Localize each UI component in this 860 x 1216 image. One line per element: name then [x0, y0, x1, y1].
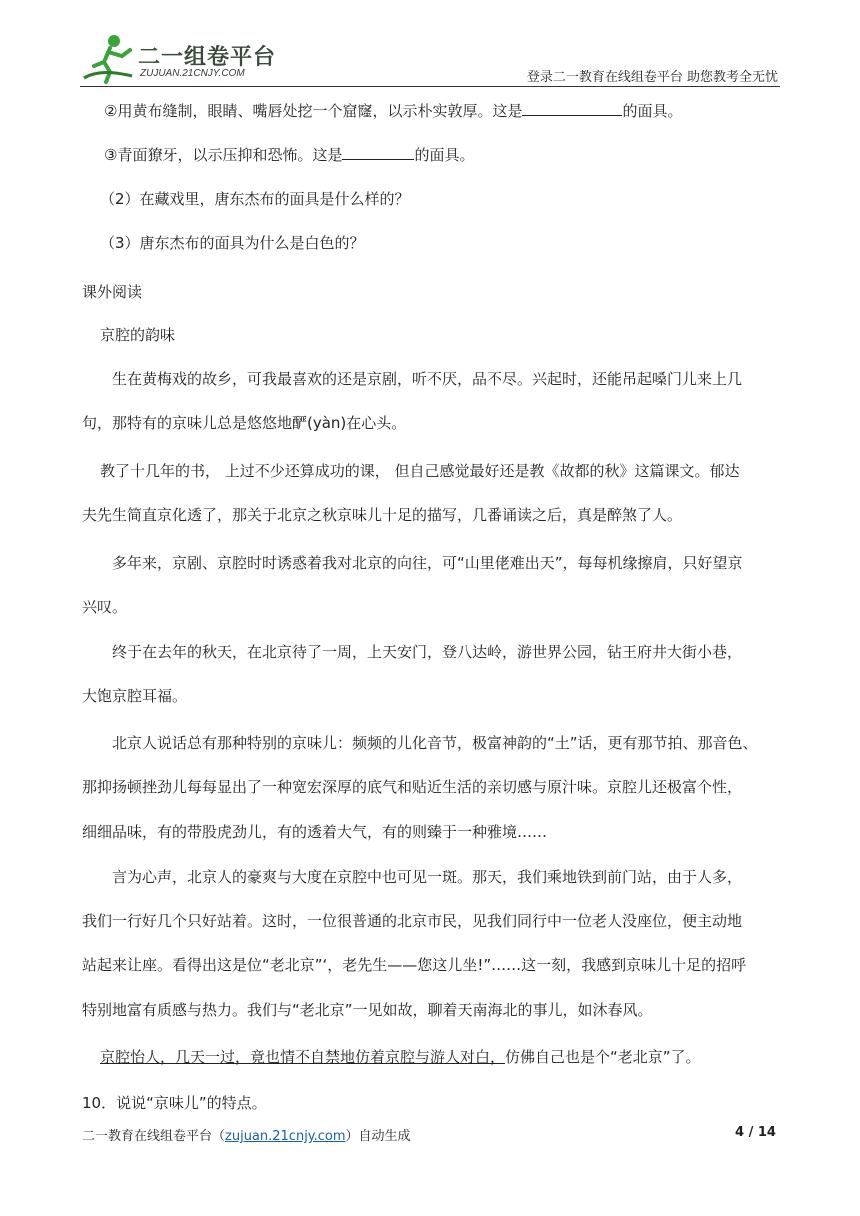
sentence-rest: 仿佛自己也是个“老北京”了。 [505, 1048, 701, 1066]
question-2: （2）在藏戏里，唐东杰布的面具是什么样的？ [100, 190, 410, 208]
footer-source [82, 1125, 411, 1144]
footer-link[interactable]: zujuan.21cnjy.com [225, 1129, 346, 1144]
header-slogan: 登录二一教育在线组卷平台 助您教考全无忧 [526, 70, 778, 85]
paragraph-line: 句，那特有的京味儿总是悠悠地酽(yàn)在心头。 [82, 414, 407, 432]
paragraph-line: 兴叹。 [82, 598, 128, 616]
question-text: 的面具。 [622, 102, 683, 120]
page-header [80, 32, 780, 88]
paragraph-line: 我们一行好几个只好站着。这时，一位很普通的北京市民，见我们同行中一位老人没座位，便主动地 [82, 912, 743, 930]
logo-title: 二一组卷平台 [138, 45, 277, 70]
question-mask-2 [104, 101, 682, 121]
paragraph-line: 终于在去年的秋天，在北京待了一周，上天安门，登八达岭，游世界公园，钻王府井大街小巷， [112, 643, 743, 661]
header-divider [80, 86, 780, 87]
question-text: ②用黄布缝制，眼睛、嘴唇处挖一个窟窿，以示朴实敦厚。这是 [104, 102, 523, 120]
section-heading: 课外阅读 [82, 283, 143, 301]
paragraph-line: 细细品味，有的带股虎劲儿，有的透着大气，有的则臻于一种雅境…… [82, 823, 548, 841]
paragraph-line: 特别地富有质感与热力。我们与“老北京”一见如故，聊着天南海北的事儿，如沐春风。 [82, 1001, 653, 1019]
question-text: ③青面獠牙，以示压抑和恐怖。这是 [104, 146, 343, 164]
underlined-sentence: 京腔怡人，几天一过，竟也情不自禁地仿着京腔与游人对白， [100, 1048, 506, 1066]
article-title: 京腔的韵味 [100, 326, 176, 344]
question-3: （3）唐东杰布的面具为什么是白色的？ [100, 234, 365, 252]
paragraph-line [100, 1047, 701, 1067]
question-mask-3 [104, 145, 474, 165]
answer-blank[interactable] [342, 145, 414, 160]
page-number: 4 / 14 [735, 1125, 776, 1140]
runner-logo-icon [80, 32, 136, 84]
paragraph-line: 教了十几年的书， 上过不少还算成功的课， 但自己感觉最好还是教《故都的秋》这篇课文。郁达 [100, 462, 740, 480]
paragraph-line: 言为心声，北京人的豪爽与大度在京腔中也可见一斑。那天，我们乘地铁到前门站，由于人多， [112, 868, 743, 886]
question-10: 10．说说“京味儿”的特点。 [82, 1094, 267, 1112]
logo[interactable] [80, 32, 310, 84]
paragraph-line: 夫先生简直京化透了，那关于北京之秋京味儿十足的描写，几番诵读之后，真是醉煞了人。 [82, 506, 683, 524]
paragraph-line: 站起来让座。看得出这是位“老北京”‘，老先生——您这儿坐!”……这一刻，我感到京味儿十足的招呼 [82, 956, 747, 974]
question-text: 的面具。 [414, 146, 475, 164]
paragraph-line: 大饱京腔耳福。 [82, 687, 188, 705]
paragraph-line: 北京人说话总有那种特别的京味儿：频频的儿化音节，极富神韵的“土”话，更有那节拍、那音色、 [112, 734, 758, 752]
footer-text: 二一教育在线组卷平台（ [82, 1129, 226, 1144]
logo-subtitle: ZUJUAN.21CNJY.COM [140, 68, 245, 79]
footer-text: ）自动生成 [345, 1129, 411, 1144]
paragraph-line: 那抑扬顿挫劲儿每每显出了一种宽宏深厚的底气和贴近生活的亲切感与原汁味。京腔儿还极富个性， [82, 778, 743, 796]
paragraph-line: 生在黄梅戏的故乡，可我最喜欢的还是京剧，听不厌，品不尽。兴起时，还能吊起嗓门儿来上几 [112, 370, 743, 388]
answer-blank[interactable] [522, 101, 622, 116]
paragraph-line: 多年来，京剧、京腔时时诱惑着我对北京的向往，可“山里佬难出天”，每每机缘擦肩，只好望京 [112, 554, 743, 572]
